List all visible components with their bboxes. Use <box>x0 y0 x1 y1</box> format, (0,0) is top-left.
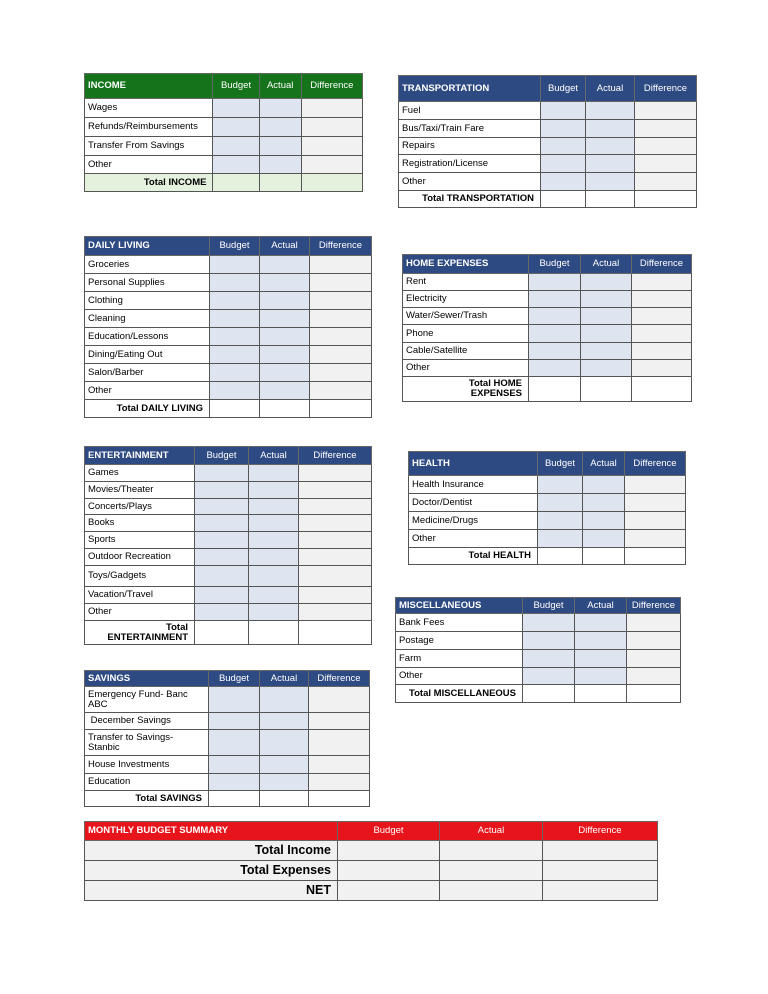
budget-cell[interactable] <box>210 256 260 274</box>
actual-cell[interactable] <box>260 687 309 713</box>
actual-cell[interactable] <box>249 587 299 604</box>
line-item-label: Vacation/Travel <box>85 587 195 604</box>
budget-col-header: Budget <box>210 237 260 256</box>
actual-cell[interactable] <box>260 382 310 400</box>
line-item-label: Registration/License <box>399 155 541 173</box>
actual-cell[interactable] <box>581 343 632 360</box>
line-item-label: Repairs <box>399 138 541 155</box>
budget-cell[interactable] <box>209 774 260 791</box>
actual-cell[interactable] <box>575 650 627 668</box>
difference-col-header: Difference <box>632 255 692 274</box>
budget-cell[interactable] <box>195 499 249 515</box>
difference-cell <box>301 99 362 118</box>
total-budget-cell <box>529 377 581 402</box>
budget-cell[interactable] <box>195 482 249 499</box>
line-item-label: Personal Supplies <box>85 274 210 292</box>
line-item-label: Sports <box>85 532 195 549</box>
total-label: Total ENTERTAINMENT <box>85 621 195 645</box>
difference-cell <box>635 173 697 191</box>
line-item-label: Transfer to Savings- Stanbic <box>85 730 209 756</box>
actual-cell[interactable] <box>249 532 299 549</box>
actual-cell[interactable] <box>249 604 299 621</box>
line-item-label: Groceries <box>85 256 210 274</box>
budget-cell[interactable] <box>541 155 586 173</box>
budget-col-header: Budget <box>195 447 249 465</box>
line-item-label: Other <box>396 668 523 685</box>
difference-cell <box>632 325 692 343</box>
budget-cell[interactable] <box>538 530 583 548</box>
difference-cell <box>627 614 681 632</box>
difference-cell <box>309 713 370 730</box>
total-difference-cell <box>299 621 372 645</box>
difference-col-header: Difference <box>310 237 372 256</box>
difference-cell <box>299 482 372 499</box>
difference-cell <box>632 308 692 325</box>
difference-cell <box>635 120 697 138</box>
budget-cell[interactable] <box>523 632 575 650</box>
difference-cell <box>627 632 681 650</box>
difference-cell <box>309 730 370 756</box>
difference-cell <box>299 566 372 587</box>
line-item-label: Clothing <box>85 292 210 310</box>
difference-col-header: Difference <box>301 74 362 99</box>
summary-difference-cell <box>543 861 658 881</box>
home-expenses-header: HOME EXPENSES <box>403 255 529 274</box>
budget-cell[interactable] <box>538 476 583 494</box>
entertainment-header: ENTERTAINMENT <box>85 447 195 465</box>
actual-cell[interactable] <box>583 512 625 530</box>
difference-cell <box>625 512 686 530</box>
budget-cell[interactable] <box>538 512 583 530</box>
actual-cell[interactable] <box>260 730 309 756</box>
total-difference-cell <box>625 548 686 565</box>
line-item-label: Books <box>85 515 195 532</box>
difference-cell <box>309 774 370 791</box>
miscellaneous-header: MISCELLANEOUS <box>396 598 523 614</box>
budget-cell[interactable] <box>195 515 249 532</box>
budget-cell[interactable] <box>210 382 260 400</box>
budget-cell[interactable] <box>213 99 259 118</box>
difference-cell <box>625 530 686 548</box>
actual-cell[interactable] <box>260 713 309 730</box>
line-item-label: Dining/Eating Out <box>85 346 210 364</box>
actual-cell[interactable] <box>260 310 310 328</box>
difference-cell <box>632 274 692 291</box>
actual-cell[interactable] <box>583 494 625 512</box>
line-item-label: Other <box>85 382 210 400</box>
actual-cell[interactable] <box>583 476 625 494</box>
budget-col-header: Budget <box>213 74 259 99</box>
budget-cell[interactable] <box>195 465 249 482</box>
total-budget-cell <box>209 791 260 807</box>
summary-budget-cell <box>338 881 440 901</box>
budget-cell[interactable] <box>209 713 260 730</box>
actual-cell[interactable] <box>260 256 310 274</box>
budget-cell[interactable] <box>210 328 260 346</box>
summary-row-label: Total Income <box>85 841 338 861</box>
total-label: Total HOME EXPENSES <box>403 377 529 402</box>
line-item-label: Toys/Gadgets <box>85 566 195 587</box>
line-item-label: Education <box>85 774 209 791</box>
budget-col-header: Budget <box>209 671 260 687</box>
difference-cell <box>301 156 362 174</box>
budget-cell[interactable] <box>195 549 249 566</box>
total-budget-cell <box>523 685 575 703</box>
budget-col-header: Budget <box>523 598 575 614</box>
line-item-label: Doctor/Dentist <box>409 494 538 512</box>
difference-col-header: Difference <box>309 671 370 687</box>
difference-cell <box>309 756 370 774</box>
actual-cell[interactable] <box>586 138 635 155</box>
total-budget-cell <box>195 621 249 645</box>
total-label: Total INCOME <box>85 174 213 192</box>
budget-cell[interactable] <box>529 343 581 360</box>
total-difference-cell <box>310 400 372 418</box>
budget-col-header: Budget <box>529 255 581 274</box>
line-item-label: Electricity <box>403 291 529 308</box>
actual-cell[interactable] <box>259 99 301 118</box>
actual-col-header: Actual <box>583 452 625 476</box>
actual-cell[interactable] <box>575 632 627 650</box>
line-item-label: Water/Sewer/Trash <box>403 308 529 325</box>
difference-col-header: Difference <box>543 822 658 841</box>
summary-difference-cell <box>543 841 658 861</box>
total-label: Total SAVINGS <box>85 791 209 807</box>
difference-cell <box>310 382 372 400</box>
daily-living-header: DAILY LIVING <box>85 237 210 256</box>
budget-cell[interactable] <box>523 668 575 685</box>
difference-cell <box>310 310 372 328</box>
difference-cell <box>299 587 372 604</box>
budget-cell[interactable] <box>213 118 259 137</box>
summary-header: MONTHLY BUDGET SUMMARY <box>85 822 338 841</box>
actual-cell[interactable] <box>586 155 635 173</box>
line-item-label: Transfer From Savings <box>85 137 213 156</box>
budget-cell[interactable] <box>210 364 260 382</box>
line-item-label: Education/Lessons <box>85 328 210 346</box>
budget-cell[interactable] <box>195 532 249 549</box>
line-item-label: Farm <box>396 650 523 668</box>
summary-difference-cell <box>543 881 658 901</box>
budget-cell[interactable] <box>523 614 575 632</box>
budget-col-header: Budget <box>541 76 586 102</box>
difference-cell <box>310 328 372 346</box>
difference-cell <box>632 291 692 308</box>
actual-cell[interactable] <box>586 102 635 120</box>
income-table <box>84 73 363 192</box>
difference-cell <box>310 256 372 274</box>
total-label: Total MISCELLANEOUS <box>396 685 523 703</box>
line-item-label: Other <box>399 173 541 191</box>
line-item-label: House Investments <box>85 756 209 774</box>
actual-col-header: Actual <box>260 671 309 687</box>
line-item-label: Wages <box>85 99 213 118</box>
line-item-label: Other <box>85 604 195 621</box>
actual-cell[interactable] <box>249 465 299 482</box>
actual-cell[interactable] <box>249 549 299 566</box>
line-item-label: Bank Fees <box>396 614 523 632</box>
total-difference-cell <box>632 377 692 402</box>
line-item-label: Outdoor Recreation <box>85 549 195 566</box>
total-actual-cell <box>260 791 309 807</box>
actual-cell[interactable] <box>249 499 299 515</box>
actual-cell[interactable] <box>586 120 635 138</box>
actual-cell[interactable] <box>260 756 309 774</box>
difference-cell <box>309 687 370 713</box>
total-difference-cell <box>309 791 370 807</box>
total-difference-cell <box>301 174 362 192</box>
total-actual-cell <box>586 191 635 208</box>
actual-cell[interactable] <box>581 360 632 377</box>
actual-cell[interactable] <box>583 530 625 548</box>
budget-cell[interactable] <box>523 650 575 668</box>
actual-cell[interactable] <box>260 346 310 364</box>
difference-cell <box>301 137 362 156</box>
total-actual-cell <box>259 174 301 192</box>
budget-cell[interactable] <box>210 292 260 310</box>
total-difference-cell <box>627 685 681 703</box>
line-item-label: Cleaning <box>85 310 210 328</box>
actual-col-header: Actual <box>581 255 632 274</box>
line-item-label: Cable/Satellite <box>403 343 529 360</box>
line-item-label: December Savings <box>85 713 209 730</box>
difference-cell <box>301 118 362 137</box>
actual-cell[interactable] <box>581 325 632 343</box>
actual-col-header: Actual <box>260 237 310 256</box>
difference-cell <box>627 650 681 668</box>
budget-cell[interactable] <box>541 173 586 191</box>
actual-cell[interactable] <box>259 156 301 174</box>
line-item-label: Emergency Fund- Banc ABC <box>85 687 209 713</box>
summary-actual-cell <box>440 861 543 881</box>
savings-table <box>84 670 370 807</box>
actual-cell[interactable] <box>259 118 301 137</box>
line-item-label: Bus/Taxi/Train Fare <box>399 120 541 138</box>
budget-cell[interactable] <box>529 291 581 308</box>
actual-cell[interactable] <box>575 614 627 632</box>
budget-cell[interactable] <box>529 274 581 291</box>
budget-cell[interactable] <box>195 566 249 587</box>
total-label: Total DAILY LIVING <box>85 400 210 418</box>
total-actual-cell <box>260 400 310 418</box>
difference-cell <box>635 138 697 155</box>
difference-cell <box>635 102 697 120</box>
actual-cell[interactable] <box>581 274 632 291</box>
actual-cell[interactable] <box>249 566 299 587</box>
budget-cell[interactable] <box>213 137 259 156</box>
line-item-label: Movies/Theater <box>85 482 195 499</box>
line-item-label: Fuel <box>399 102 541 120</box>
actual-cell[interactable] <box>260 364 310 382</box>
line-item-label: Games <box>85 465 195 482</box>
home-expenses-table <box>402 254 692 402</box>
line-item-label: Postage <box>396 632 523 650</box>
difference-cell <box>299 532 372 549</box>
total-actual-cell <box>575 685 627 703</box>
budget-cell[interactable] <box>210 274 260 292</box>
line-item-label: Concerts/Plays <box>85 499 195 515</box>
difference-cell <box>310 364 372 382</box>
daily-living-table <box>84 236 372 418</box>
budget-cell[interactable] <box>541 138 586 155</box>
summary-row-label: Total Expenses <box>85 861 338 881</box>
actual-col-header: Actual <box>586 76 635 102</box>
difference-cell <box>635 155 697 173</box>
difference-col-header: Difference <box>635 76 697 102</box>
actual-col-header: Actual <box>249 447 299 465</box>
budget-cell[interactable] <box>529 325 581 343</box>
difference-col-header: Difference <box>299 447 372 465</box>
income-header: INCOME <box>85 74 213 99</box>
budget-cell[interactable] <box>209 756 260 774</box>
health-table <box>408 451 686 565</box>
monthly-summary-table <box>84 821 658 901</box>
difference-cell <box>299 604 372 621</box>
line-item-label: Other <box>403 360 529 377</box>
line-item-label: Phone <box>403 325 529 343</box>
difference-col-header: Difference <box>627 598 681 614</box>
difference-cell <box>310 346 372 364</box>
budget-col-header: Budget <box>538 452 583 476</box>
difference-cell <box>632 343 692 360</box>
savings-header: SAVINGS <box>85 671 209 687</box>
health-header: HEALTH <box>409 452 538 476</box>
summary-actual-cell <box>440 881 543 901</box>
budget-col-header: Budget <box>338 822 440 841</box>
summary-budget-cell <box>338 841 440 861</box>
actual-cell[interactable] <box>260 292 310 310</box>
actual-cell[interactable] <box>260 774 309 791</box>
transportation-table <box>398 75 697 208</box>
difference-cell <box>310 274 372 292</box>
line-item-label: Other <box>85 156 213 174</box>
difference-cell <box>625 476 686 494</box>
actual-cell[interactable] <box>249 515 299 532</box>
summary-actual-cell <box>440 841 543 861</box>
actual-cell[interactable] <box>575 668 627 685</box>
actual-cell[interactable] <box>260 328 310 346</box>
miscellaneous-table <box>395 597 681 703</box>
difference-cell <box>299 515 372 532</box>
summary-row-label: NET <box>85 881 338 901</box>
difference-cell <box>299 499 372 515</box>
summary-budget-cell <box>338 861 440 881</box>
actual-cell[interactable] <box>259 137 301 156</box>
budget-cell[interactable] <box>529 360 581 377</box>
actual-cell[interactable] <box>581 308 632 325</box>
actual-col-header: Actual <box>259 74 301 99</box>
total-actual-cell <box>583 548 625 565</box>
budget-cell[interactable] <box>195 587 249 604</box>
budget-cell[interactable] <box>213 156 259 174</box>
difference-cell <box>625 494 686 512</box>
difference-cell <box>627 668 681 685</box>
budget-cell[interactable] <box>210 310 260 328</box>
total-budget-cell <box>213 174 259 192</box>
actual-cell[interactable] <box>260 274 310 292</box>
actual-cell[interactable] <box>586 173 635 191</box>
transportation-header: TRANSPORTATION <box>399 76 541 102</box>
line-item-label: Rent <box>403 274 529 291</box>
budget-cell[interactable] <box>538 494 583 512</box>
budget-cell[interactable] <box>529 308 581 325</box>
difference-cell <box>299 465 372 482</box>
total-difference-cell <box>635 191 697 208</box>
line-item-label: Salon/Barber <box>85 364 210 382</box>
actual-cell[interactable] <box>249 482 299 499</box>
difference-cell <box>310 292 372 310</box>
budget-cell[interactable] <box>209 687 260 713</box>
difference-col-header: Difference <box>625 452 686 476</box>
total-budget-cell <box>210 400 260 418</box>
entertainment-table <box>84 446 372 645</box>
budget-cell[interactable] <box>541 102 586 120</box>
budget-cell[interactable] <box>210 346 260 364</box>
budget-cell[interactable] <box>209 730 260 756</box>
line-item-label: Medicine/Drugs <box>409 512 538 530</box>
total-budget-cell <box>541 191 586 208</box>
budget-cell[interactable] <box>195 604 249 621</box>
line-item-label: Refunds/Reimbursements <box>85 118 213 137</box>
difference-cell <box>299 549 372 566</box>
difference-cell <box>632 360 692 377</box>
total-label: Total TRANSPORTATION <box>399 191 541 208</box>
total-actual-cell <box>581 377 632 402</box>
line-item-label: Other <box>409 530 538 548</box>
budget-cell[interactable] <box>541 120 586 138</box>
total-budget-cell <box>538 548 583 565</box>
actual-cell[interactable] <box>581 291 632 308</box>
total-label: Total HEALTH <box>409 548 538 565</box>
actual-col-header: Actual <box>575 598 627 614</box>
line-item-label: Health Insurance <box>409 476 538 494</box>
actual-col-header: Actual <box>440 822 543 841</box>
total-actual-cell <box>249 621 299 645</box>
